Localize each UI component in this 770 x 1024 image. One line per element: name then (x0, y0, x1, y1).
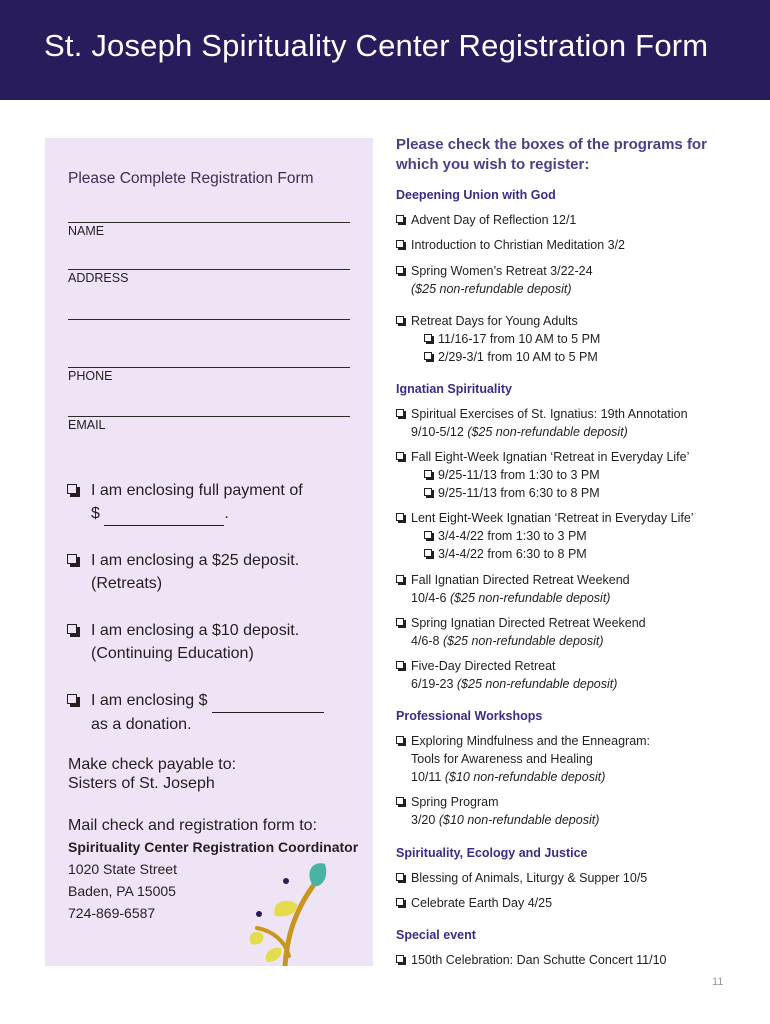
registration-panel (45, 138, 373, 966)
program-label: Lent Eight-Week Ignatian ‘Retreat in Everyday Life’ (411, 511, 694, 525)
program-dates: 10/4-6 (411, 591, 447, 605)
page-title: St. Joseph Spirituality Center Registration Form (44, 28, 709, 63)
checkbox-icon[interactable] (424, 470, 432, 478)
program-item[interactable] (396, 405, 766, 441)
program-item[interactable] (396, 732, 766, 786)
full-payment-label: I am enclosing full payment of (91, 482, 303, 499)
program-dates: 3/20 (411, 813, 436, 827)
section-title: Spirituality, Ecology and Justice (396, 846, 588, 860)
payable-to: Sisters of St. Joseph (68, 775, 215, 792)
name-field[interactable] (68, 222, 350, 223)
program-label: Retreat Days for Young Adults (411, 314, 578, 328)
deposit-25-note: (Retreats) (91, 575, 163, 592)
checkbox-icon[interactable] (396, 873, 404, 881)
program-dates: 9/10-5/12 (411, 425, 464, 439)
program-note: ($25 non-refundable deposit) (442, 634, 604, 648)
program-note: ($25 non-refundable deposit) (449, 591, 611, 605)
program-label: Advent Day of Reflection 12/1 (411, 213, 577, 227)
program-item[interactable] (396, 262, 766, 298)
program-item[interactable] (396, 509, 766, 527)
checkbox-icon[interactable] (424, 549, 432, 557)
program-note: ($25 non-refundable deposit) (411, 282, 572, 296)
email-field[interactable] (68, 416, 350, 417)
donation-amount-field[interactable] (212, 689, 324, 713)
program-label: 150th Celebration: Dan Schutte Concert 11/10 (411, 953, 667, 967)
dollar-sign: $ (91, 505, 100, 522)
section-title: Ignatian Spirituality (396, 382, 512, 396)
program-dates: 6/19-23 (411, 677, 454, 691)
program-label-line-2: Tools for Awareness and Healing (411, 752, 593, 766)
sub-option-label: 9/25-11/13 from 6:30 to 8 PM (438, 486, 600, 500)
program-label: Celebrate Earth Day 4/25 (411, 896, 553, 910)
registration-panel-title: Please Complete Registration Form (68, 170, 314, 187)
program-note: ($25 non-refundable deposit) (456, 677, 618, 691)
checkbox-icon[interactable] (396, 240, 404, 248)
checkbox-icon[interactable] (67, 694, 77, 704)
program-label: Five-Day Directed Retreat (411, 659, 556, 673)
program-label: Spring Women’s Retreat 3/22-24 (411, 264, 593, 278)
phone-field[interactable] (68, 367, 350, 368)
checkbox-icon[interactable] (396, 452, 404, 460)
checkbox-icon[interactable] (396, 618, 404, 626)
sub-option-label: 9/25-11/13 from 1:30 to 3 PM (438, 468, 600, 482)
sub-option-label: 3/4-4/22 from 6:30 to 8 PM (438, 547, 587, 561)
checkbox-icon[interactable] (424, 352, 432, 360)
program-dates: 10/11 (411, 770, 442, 784)
street-address: 1020 State Street (68, 861, 177, 877)
checkbox-icon[interactable] (67, 624, 77, 634)
program-item[interactable] (396, 657, 766, 693)
deposit-10-label: I am enclosing a $10 deposit. (91, 622, 300, 639)
program-sub-option[interactable] (424, 466, 600, 484)
checkbox-icon[interactable] (396, 215, 404, 223)
program-item[interactable] (396, 571, 766, 607)
program-label: Spring Program (411, 795, 499, 809)
program-sub-option[interactable] (424, 545, 587, 563)
contact-phone: 724-869-6587 (68, 905, 156, 921)
checkbox-icon[interactable] (396, 898, 404, 906)
program-note: ($10 non-refundable deposit) (444, 770, 606, 784)
program-dates: 4/6-8 (411, 634, 440, 648)
phone-label: PHONE (68, 369, 113, 383)
donation-label: I am enclosing $ (91, 692, 208, 709)
city-state-zip: Baden, PA 15005 (68, 883, 176, 899)
program-item[interactable] (396, 614, 766, 650)
coordinator-name: Spirituality Center Registration Coordinator (68, 839, 359, 855)
program-label: Spiritual Exercises of St. Ignatius: 19th Annotation (411, 407, 688, 421)
checkbox-icon[interactable] (396, 736, 404, 744)
checkbox-icon[interactable] (424, 334, 432, 342)
program-item[interactable] (396, 869, 766, 887)
section-title: Special event (396, 928, 476, 942)
donation-note: as a donation. (91, 716, 192, 733)
deposit-10-option[interactable] (67, 619, 357, 665)
section-title: Deepening Union with God (396, 188, 556, 202)
deposit-25-label: I am enclosing a $25 deposit. (91, 552, 300, 569)
deposit-10-note: (Continuing Education) (91, 645, 254, 662)
name-label: NAME (68, 224, 105, 238)
program-item[interactable] (396, 894, 766, 912)
deposit-25-option[interactable] (67, 549, 357, 595)
program-item[interactable] (396, 312, 766, 330)
full-payment-option[interactable] (67, 479, 357, 526)
checkbox-icon[interactable] (396, 513, 404, 521)
checkbox-icon[interactable] (396, 266, 404, 274)
program-label: Spring Ignatian Directed Retreat Weekend (411, 616, 646, 630)
checkbox-icon[interactable] (67, 554, 77, 564)
program-note: ($25 non-refundable deposit) (467, 425, 628, 439)
payable-label: Make check payable to: (68, 756, 237, 773)
section-title: Professional Workshops (396, 709, 543, 723)
program-label: Fall Eight-Week Ignatian ‘Retreat in Everyday Life’ (411, 450, 690, 464)
programs-intro: Please check the boxes of the programs for which you wish to register: (396, 136, 707, 173)
checkbox-icon[interactable] (424, 531, 432, 539)
program-note: ($10 non-refundable deposit) (438, 813, 600, 827)
program-sub-option[interactable] (424, 348, 598, 366)
leaf-sprig-icon (245, 856, 335, 966)
program-item[interactable] (396, 448, 766, 466)
checkbox-icon[interactable] (396, 661, 404, 669)
program-item[interactable] (396, 236, 766, 254)
checkbox-icon[interactable] (396, 797, 404, 805)
address-field[interactable] (68, 269, 350, 270)
program-label: Exploring Mindfulness and the Enneagram: (411, 734, 651, 748)
sub-option-label: 2/29-3/1 from 10 AM to 5 PM (438, 350, 598, 364)
program-sub-option[interactable] (424, 527, 587, 545)
sub-option-label: 11/16-17 from 10 AM to 5 PM (438, 332, 601, 346)
program-label: Fall Ignatian Directed Retreat Weekend (411, 573, 630, 587)
program-item[interactable] (396, 951, 766, 969)
program-sub-option[interactable] (424, 484, 600, 502)
page-number: 11 (712, 976, 724, 988)
full-payment-amount-field[interactable] (104, 502, 224, 526)
mail-label: Mail check and registration form to: (68, 817, 317, 834)
checkbox-icon[interactable] (396, 955, 404, 963)
address-line-2-field[interactable] (68, 319, 350, 320)
program-item[interactable] (396, 211, 766, 229)
period: . (224, 505, 229, 522)
email-label: EMAIL (68, 418, 106, 432)
program-sub-option[interactable] (424, 330, 600, 348)
checkbox-icon[interactable] (424, 488, 432, 496)
donation-option[interactable] (67, 689, 357, 736)
address-label: ADDRESS (68, 271, 129, 285)
program-label: Blessing of Animals, Liturgy & Supper 10/5 (411, 871, 648, 885)
checkbox-icon[interactable] (396, 575, 404, 583)
sub-option-label: 3/4-4/22 from 1:30 to 3 PM (438, 529, 587, 543)
checkbox-icon[interactable] (396, 409, 404, 417)
program-item[interactable] (396, 793, 766, 829)
checkbox-icon[interactable] (67, 484, 77, 494)
program-label: Introduction to Christian Meditation 3/2 (411, 238, 626, 252)
page-header (0, 0, 770, 100)
checkbox-icon[interactable] (396, 316, 404, 324)
